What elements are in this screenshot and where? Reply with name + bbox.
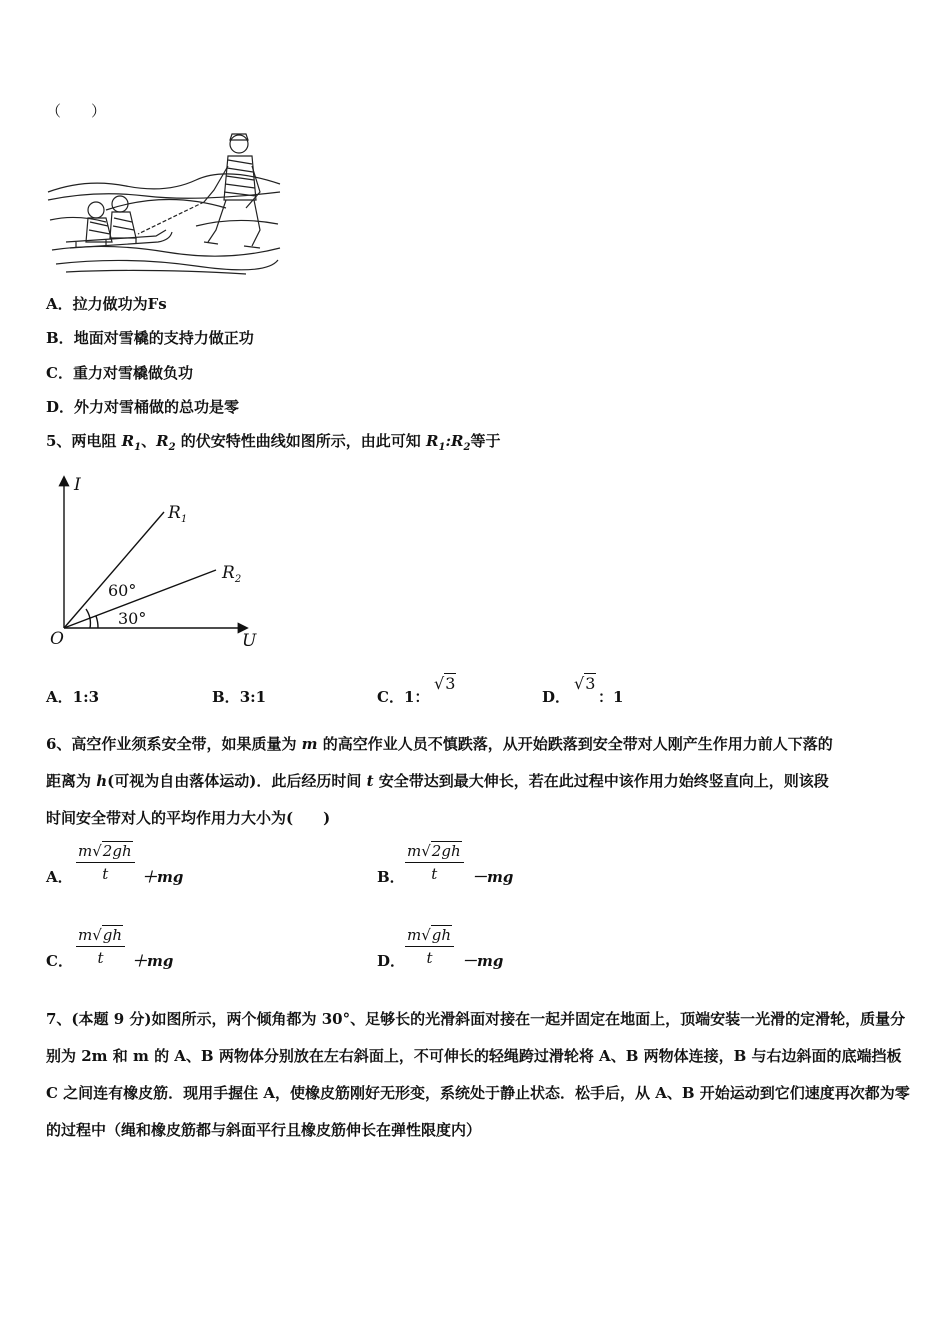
ratio-sub1: 1 (438, 442, 446, 453)
stem-text: 5、两电阻 (46, 432, 122, 450)
q6-line1 (46, 733, 833, 754)
r1-symbol: R (121, 432, 135, 450)
time-symbol: t (366, 772, 374, 790)
sqrt-sign: √ (434, 674, 445, 693)
numerator-m: m (407, 926, 422, 944)
r1-label: $R_1$ (168, 503, 188, 525)
q6-line2 (46, 770, 829, 791)
q6-option-d-letter: D． (377, 952, 406, 970)
denominator: t (431, 865, 438, 883)
q4-bracket: （ ） (46, 102, 107, 120)
q6-option-a-letter: A． (46, 868, 73, 886)
option-letter: A． (46, 688, 73, 706)
option-text: 拉力做功为Fs (72, 295, 167, 313)
stem-text: 安全带达到最大伸长，若在此过程中该作用力始终竖直向上，则该段 (373, 772, 829, 790)
q6-option-d-fraction: $\frac{m√gh}{t}$ (405, 926, 454, 967)
separator: 、 (141, 432, 157, 450)
q5-option-b (212, 686, 266, 707)
q5-option-c-sqrt (434, 674, 456, 693)
option-text: 重力对雪橇做负功 (72, 364, 193, 382)
angle-60-label: 60° (108, 581, 137, 600)
q6-option-a-tail: ＋mg (142, 868, 184, 886)
ratio-sub2: 2 (463, 442, 471, 453)
q6-option-c-letter: C． (46, 952, 73, 970)
option-text: 地面对雪橇的支持力做正功 (73, 329, 254, 347)
r1-subscript: 1 (134, 442, 142, 453)
q6-option-b-letter: B． (377, 868, 405, 886)
q5-option-a (46, 686, 99, 707)
iu-graph (46, 470, 266, 650)
stem-text: 的高空作业人员不慎跌落，从开始跌落到安全带对人刚产生作用力前人下落的 (317, 735, 833, 753)
sled-illustration (46, 130, 282, 278)
y-axis-label: I (74, 475, 81, 495)
option-letter: A． (46, 295, 73, 313)
denominator: t (97, 949, 104, 967)
option-letter: B． (212, 688, 240, 706)
stem-text: 等于 (470, 432, 501, 450)
stem-text: (可视为自由落体运动)．此后经历时间 (107, 772, 367, 790)
option-text: ：1 (598, 688, 624, 706)
sqrt-sign: √ (574, 674, 585, 693)
q4-option-c (46, 362, 193, 383)
q5-option-d (542, 686, 570, 707)
ratio-r1: R (426, 432, 439, 450)
ratio-colon: : (445, 432, 451, 450)
q5-option-d-tail (598, 686, 623, 707)
option-text: 3:1 (239, 688, 267, 706)
option-text: 1:3 (72, 688, 100, 706)
denominator: t (102, 865, 109, 883)
q6-option-a-fraction: $\frac{m√2gh}{t}$ (76, 842, 135, 883)
r2-label: $R_2$ (222, 563, 242, 585)
stem-text: 的伏安特性曲线如图所示，由此可知 (175, 432, 427, 450)
option-text: 1： (403, 688, 430, 706)
q4-option-a (46, 293, 167, 314)
mass-symbol: m (301, 735, 318, 753)
q7-stem: 7、(本题 9 分)如图所示，两个倾角都为 30°、足够长的光滑斜面对接在一起并固定在地面上，顶端安装一光滑的定滑轮，质量分别为 2m 和 m 的 A、B 两物体分别放在左右斜面上，不可伸长的轻绳跨过滑轮将 A、B 两物体连接，B 与右边斜面的底端挡板 C 之间连有橡皮筋．现用手握住 A，使橡皮筋刚好无形变，系统处于静止状态．松手后，从 A、B 开始运动到它们速度再次都为零的过程中（绳和橡皮筋都与斜面平行且橡皮筋伸长在弹性限度内） (46, 1010, 910, 1139)
r2-subscript: 2 (168, 442, 176, 453)
radicand: 2gh (431, 842, 461, 860)
q6-option-b-tail: －mg (472, 868, 514, 886)
option-letter: C． (46, 364, 73, 382)
stem-text: 6、高空作业须系安全带，如果质量为 (46, 735, 302, 753)
ratio-r2: R (451, 432, 464, 450)
origin-label: O (50, 629, 64, 649)
option-letter: D． (46, 398, 75, 416)
radicand: 2gh (102, 842, 132, 860)
option-letter: B． (46, 329, 74, 347)
q4-option-b (46, 327, 254, 348)
numerator-m: m (78, 842, 93, 860)
numerator-m: m (407, 842, 422, 860)
q5-stem (46, 430, 500, 453)
option-text: 外力对雪桶做的总功是零 (74, 398, 240, 416)
angle-30-label: 30° (118, 609, 147, 628)
radicand: gh (102, 926, 123, 944)
option-letter: C． (377, 688, 404, 706)
q6-line3: 时间安全带对人的平均作用力大小为( ) (46, 809, 331, 827)
q6-option-c-tail: ＋mg (132, 952, 174, 970)
sqrt-value: 3 (585, 674, 596, 693)
q5-option-d-sqrt (574, 674, 596, 693)
radicand: gh (431, 926, 452, 944)
q6-option-c-fraction: $\frac{m√gh}{t}$ (76, 926, 125, 967)
x-axis-label: U (242, 631, 257, 650)
q5-option-c (377, 686, 429, 707)
stem-text: 距离为 (46, 772, 97, 790)
height-symbol: h (96, 772, 108, 790)
r2-symbol: R (156, 432, 169, 450)
denominator: t (426, 949, 433, 967)
numerator-m: m (78, 926, 93, 944)
option-letter: D． (542, 688, 571, 706)
q4-option-d (46, 396, 239, 417)
q6-option-d-tail: －mg (462, 952, 504, 970)
line-r1 (64, 512, 164, 628)
sqrt-value: 3 (445, 674, 456, 693)
arc-30 (96, 616, 98, 628)
q6-option-b-fraction: $\frac{m√2gh}{t}$ (405, 842, 464, 883)
